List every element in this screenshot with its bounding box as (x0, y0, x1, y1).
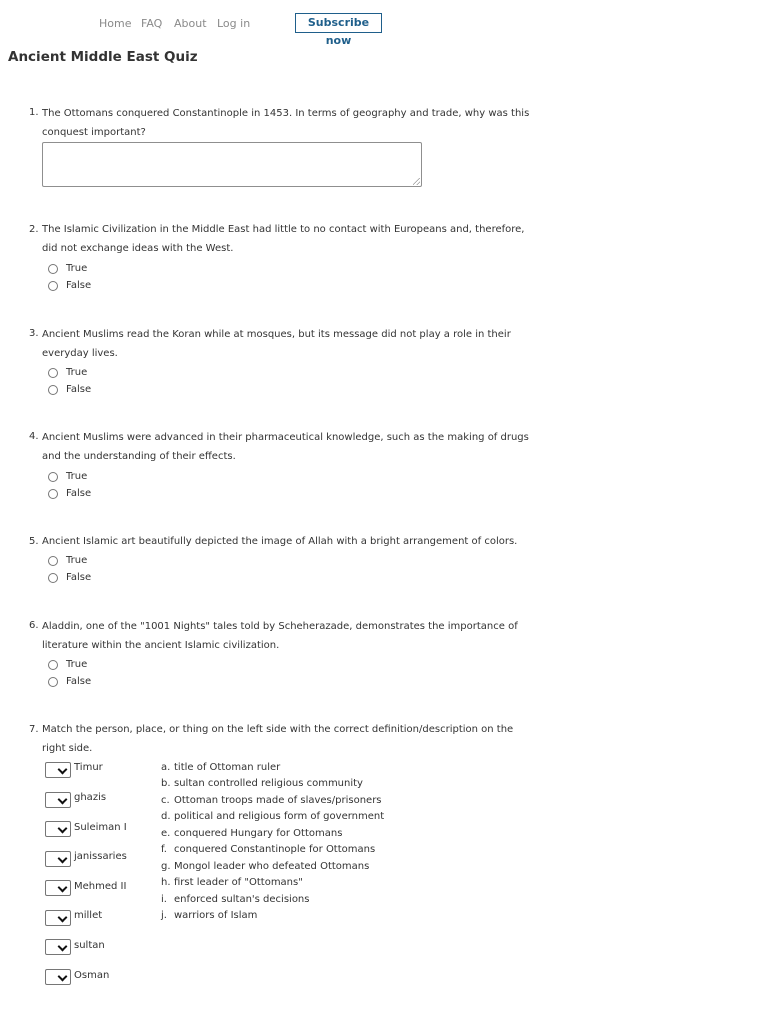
question-text: Match the person, place, or thing on the left side with the correct definition/description on the right side. (42, 724, 514, 754)
definition-text: sultan controlled religious community (174, 778, 363, 789)
definition-text: conquered Constantinople for Ottomans (174, 844, 376, 855)
definition-letter: a. (161, 762, 171, 773)
match-select[interactable] (45, 792, 71, 808)
definition-item (161, 859, 369, 875)
definition-item (161, 875, 303, 891)
radio-button[interactable] (48, 264, 58, 274)
match-select[interactable] (45, 969, 71, 985)
definition-letter: h. (161, 877, 171, 888)
chevron-down-icon (58, 765, 68, 775)
definition-text: enforced sultan's decisions (174, 894, 310, 905)
question-number: 6. (29, 620, 39, 631)
question-number: 3. (29, 328, 39, 339)
definition-text: Mongol leader who defeated Ottomans (174, 861, 370, 872)
definition-letter: d. (161, 811, 171, 822)
radio-button[interactable] (48, 368, 58, 378)
definition-letter: c. (161, 795, 170, 806)
match-term: Mehmed II (74, 881, 127, 892)
chevron-down-icon (58, 824, 68, 834)
definition-item (161, 809, 384, 825)
option-label: False (66, 676, 92, 687)
question-text: Aladdin, one of the "1001 Nights" tales told by Scheherazade, demonstrates the importance of literature within the ancient Islamic civilization. (42, 621, 518, 651)
definition-text: title of Ottoman ruler (174, 762, 281, 773)
match-select[interactable] (45, 910, 71, 926)
question-number: 7. (29, 724, 39, 735)
definition-item (161, 908, 257, 924)
option-label: True (66, 471, 88, 482)
radio-button[interactable] (48, 573, 58, 583)
nav-login-link[interactable]: Log in (217, 17, 251, 30)
subscribe-button[interactable]: Subscribe now (295, 13, 382, 33)
question-text: The Islamic Civilization in the Middle East had little to no contact with Europeans and, therefore, did not exchange ideas with the West. (42, 224, 525, 254)
match-term: Suleiman I (74, 822, 127, 833)
radio-button[interactable] (48, 385, 58, 395)
match-term: millet (74, 910, 103, 921)
radio-button[interactable] (48, 660, 58, 670)
radio-button[interactable] (48, 677, 58, 687)
chevron-down-icon (58, 942, 68, 952)
option-label: False (66, 488, 92, 499)
definition-item (161, 892, 309, 908)
match-term: Timur (74, 762, 103, 773)
option-label: False (66, 572, 92, 583)
match-term: janissaries (74, 851, 127, 862)
match-term: Osman (74, 970, 110, 981)
nav-about-link[interactable]: About (174, 17, 207, 30)
definition-item (161, 842, 375, 858)
question-number: 1. (29, 107, 39, 118)
definition-item (161, 793, 382, 809)
option-label: True (66, 659, 88, 670)
page-title: Ancient Middle East Quiz (8, 49, 198, 65)
definition-letter: j. (161, 910, 167, 921)
definition-text: first leader of "Ottomans" (174, 877, 303, 888)
radio-button[interactable] (48, 556, 58, 566)
question-text: Ancient Islamic art beautifully depicted the image of Allah with a bright arrangement of colors. (42, 536, 518, 547)
option-label: True (66, 555, 88, 566)
chevron-down-icon (58, 854, 68, 864)
definition-item (161, 760, 280, 776)
question-number: 4. (29, 431, 39, 442)
match-term: sultan (74, 940, 105, 951)
match-select[interactable] (45, 851, 71, 867)
match-select[interactable] (45, 880, 71, 896)
option-label: False (66, 384, 92, 395)
definition-text: Ottoman troops made of slaves/prisoners (174, 795, 382, 806)
match-select[interactable] (45, 762, 71, 778)
question-text: Ancient Muslims were advanced in their pharmaceutical knowledge, such as the making of drugs and the understanding of their effects. (42, 432, 529, 462)
definition-text: warriors of Islam (174, 910, 258, 921)
definition-letter: g. (161, 861, 171, 872)
match-select[interactable] (45, 821, 71, 837)
option-label: True (66, 263, 88, 274)
nav-faq-link[interactable]: FAQ (141, 17, 163, 30)
resize-grip-icon[interactable] (413, 178, 420, 185)
definition-item (161, 776, 363, 792)
definition-letter: f. (161, 844, 167, 855)
definition-text: political and religious form of government (174, 811, 385, 822)
definition-text: conquered Hungary for Ottomans (174, 828, 343, 839)
question-number: 2. (29, 224, 39, 235)
radio-button[interactable] (48, 472, 58, 482)
definition-item (161, 826, 342, 842)
top-navigation (0, 0, 768, 46)
radio-button[interactable] (48, 281, 58, 291)
question-number: 5. (29, 536, 39, 547)
option-label: True (66, 367, 88, 378)
chevron-down-icon (58, 972, 68, 982)
option-label: False (66, 280, 92, 291)
nav-home-link[interactable]: Home (99, 17, 132, 30)
match-term: ghazis (74, 792, 107, 803)
question-text: The Ottomans conquered Constantinople in 1453. In terms of geography and trade, why was this conquest important? (42, 108, 530, 138)
essay-answer-textarea[interactable] (42, 142, 422, 187)
definition-letter: b. (161, 778, 171, 789)
chevron-down-icon (58, 795, 68, 805)
definition-letter: i. (161, 894, 167, 905)
chevron-down-icon (58, 913, 68, 923)
match-select[interactable] (45, 939, 71, 955)
definition-letter: e. (161, 828, 171, 839)
question-text: Ancient Muslims read the Koran while at mosques, but its message did not play a role in their everyday lives. (42, 329, 511, 359)
radio-button[interactable] (48, 489, 58, 499)
chevron-down-icon (58, 883, 68, 893)
